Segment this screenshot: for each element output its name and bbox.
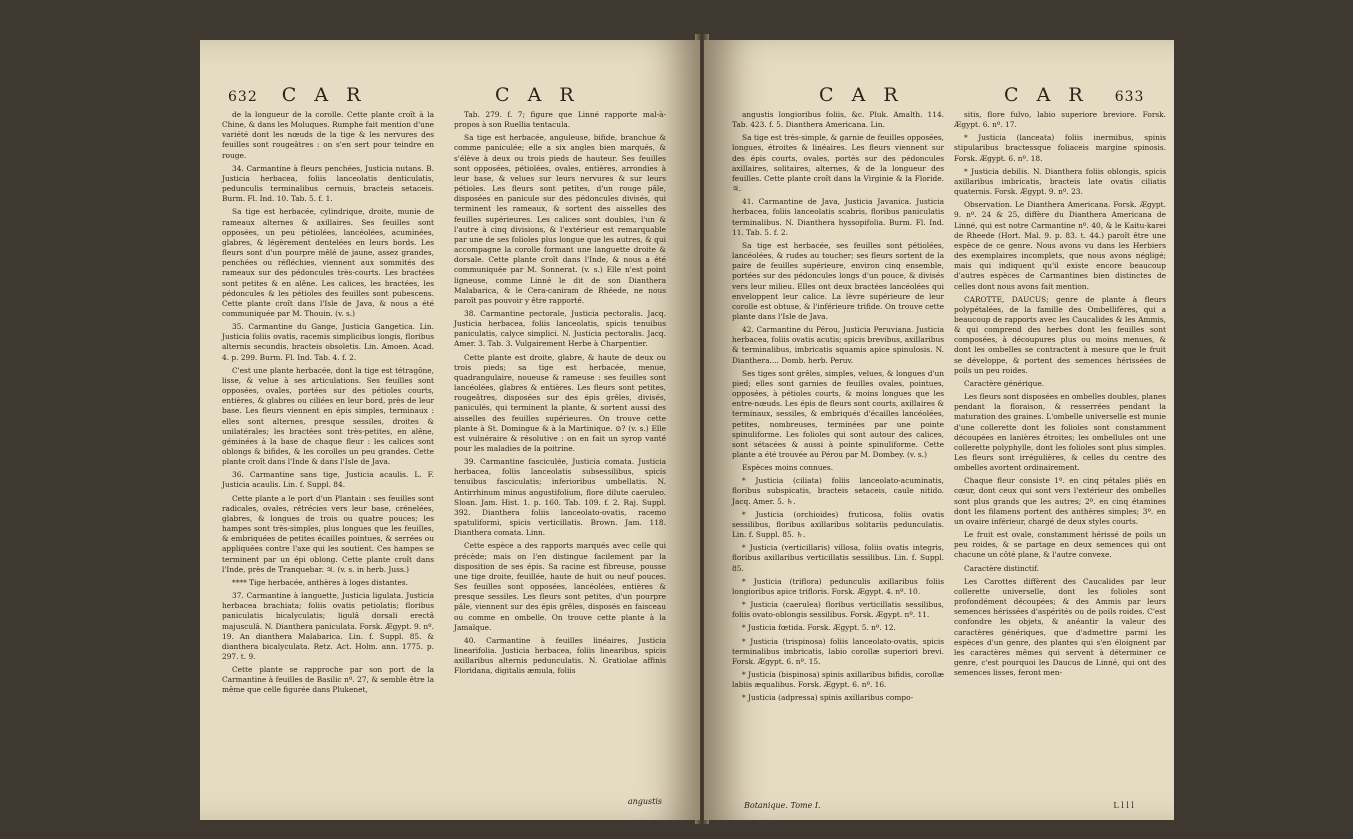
paragraph: Sa tige est très-simple, & garnie de feuilles opposées, longues, étroites & linéaires. Les fleurs viennent sur des épis courts, ovales, portés sur des pédoncules axillaires, solitaires, alternes, & de la longueur des feuilles. Cette plante croît dans la Virginie & la Floride. ♃.: [732, 133, 945, 194]
paragraph: Ses tiges sont grêles, simples, velues, & longues d'un pied; elles sont garnies de feuilles ovales, pointues, opposées, à pétioles courts, & moins longues que les entre-nœuds. Les épis de fleurs sont courts, axillaires & terminaux, sessiles, & embriqués d'écailles lancéolées, petites, nombreuses, terminées par une pointe spinuliforme. Les folioles qui sont autour des calices, sont sétacées & aussi à pointe spinuliforme. Cette plante a été trouvée au Pérou par M. Dombey. (v. s.): [732, 368, 944, 459]
paragraph: * Justicia fœtida. Forsk. Ægypt. 5. nº. 12.: [742, 623, 896, 633]
paragraph: Sa tige est herbacée, ses feuilles sont pétiolées, lancéolées, & rudes au toucher; ses fleurs sortent de la paire de feuilles supérieure, environ cinq ensemble, portées sur des pédoncules longs d'un pouce, & divisés vers leur milieu. Elles ont deux bractées lancéolées qui enveloppent leur calice. La lèvre supérieure de leur corolle est obtuse, & l'inférieure trifide. On trouve cette plante dans l'Isle de Java.: [732, 240, 944, 321]
paragraph: CAROTTE, DAUCUS; genre de plante à fleurs polypétalées, de la famille des Ombellifères, qui a beaucoup de rapports avec les Caucalides & les Ammis, & qui comprend des herbes dont les feuilles sont composées, à découpures plus ou moins menues, & dont les ombelles se contractent à mesure que le fruit se développe, & portent des semences hérissées de poils un peu roides.: [954, 294, 1166, 375]
left-running-head: C A R: [281, 84, 367, 106]
paragraph: 37. Carmantine à languette, Justicia ligulata. Justicia herbacea brachiata; foliis ovatis petiolatis; floribus paniculatis bicalyculatis; ligulâ dorsali erectâ majusculâ. N. Dianthera paniculata. Forsk. Ægypt. 9. nº. 19. An dianthera Malabarica. Lin. f. Suppl. 85. & dianthera bicalyculata. Retz. Act. Holm. ann. 1775. p. 297. t. 9.: [222, 591, 434, 661]
right-running-head-right: C A R: [1004, 84, 1089, 106]
paragraph: Observation. Le Dianthera Americana. Forsk. Ægypt. 9. nº. 24 & 25, diffère du Dianthera Americana de Linné, qui est notre Carmantine nº. 40, & le Kaitu-karei de Rheede (Hort. Mal. 9. p. 83. t. 44.) paroît être une espèce de ce genre. Nous avons vu dans les Herbiers des exemplaires incomplets, que nous avons négligé; mais qui indiquent qu'il existe encore beaucoup d'autres espèces de Carmantines bien distinctes de celles dont nous avons fait mention.: [954, 200, 1166, 291]
paragraph: 42. Carmantine du Pérou, Justicia Peruviana. Justicia herbacea, foliis ovatis acutis; spicis brevibus, axillaribus & terminalibus, imbricatis squamis apice spinulosis. N. Dianthera.... Domb. herb. Peruv.: [732, 325, 944, 365]
paragraph: 35. Carmantine du Gange, Justicia Gangetica. Lin. Justicia foliis ovatis, racemis simplicibus longis, floribus alternis secundis, bracteis obsoletis. Lin. Amoen. Acad. 4. p. 299. Burm. Fl. Ind. Tab. 4. f. 2.: [222, 322, 434, 362]
paragraph: * Justicia (ciliata) foliis lanceolato-acuminatis, floribus subspicatis, bracteis setaceis, caule nitido. Jacq. Amer. 5. ♄.: [732, 476, 944, 506]
paragraph: 36. Carmantine sans tige, Justicia acaulis. L. F. Justicia acaulis. Lin. f. Suppl. 84.: [222, 470, 434, 490]
paragraph: Cette espèce a des rapports marqués avec celle qui précède; mais on l'en distingue facilement par la disposition de ses épis. Sa racine est fibreuse, pousse une tige droite, feuillée, haute de huit ou neuf pouces. Ses feuilles sont opposées, lancéolées, entières & presque sessiles. Les fleurs sont petites, d'un pourpre pâle, viennent sur des épis grêles, disposés en faisceau ou comme en ombelle. On trouve cette plante à la Jamaïque.: [454, 541, 666, 632]
left-page: [200, 40, 700, 820]
left-column-2: [454, 110, 666, 679]
paragraph: * Justicia (orchioides) fruticosa, foliis ovatis sessilibus, floribus axillaribus solitariis pedunculatis. Lin. f. Suppl. 85. ♄.: [732, 509, 944, 540]
paragraph: * Justicia (trispinosa) foliis lanceolato-ovatis, spicis terminalibus imbricatis, labio corollæ superiori brevi. Forsk. Ægypt. 6. nº. 15.: [732, 636, 944, 666]
signature-mark: L l l l: [1113, 801, 1134, 810]
paragraph: **** Tige herbacée, anthères à loges distantes.: [232, 577, 408, 587]
paragraph: Cette plante se rapproche par son port de la Carmantine à feuilles de Basilic nº. 27, & semble être la même que celle figurée dans Plukenet,: [222, 665, 434, 695]
left-page-header: [228, 84, 366, 106]
paragraph: Cette plante est droite, glabre, & haute de deux ou trois pieds; sa tige est herbacée, menue, quadrangulaire, noueuse & rameuse : ses feuilles sont lancéolées, glabres & entières. Les fleurs sont petites, rougeâtres, disposées sur des épis grêles, divisés, paniculés, qui terminent la plante, & sortent aussi des aisselles des feuilles supérieures. On trouve cette plante à St. Domingue & à la Martinique. ⊙? (v. s.) Elle est vulnéraire & résolutive : on en fait un syrop vanté pour les maladies de la poitrine.: [454, 352, 666, 453]
right-page-header: [1004, 84, 1144, 106]
right-column-2: [954, 110, 1166, 681]
paragraph: * Justicia (triflora) pedunculis axillaribus foliis longioribus apice trifloris. Forsk. Ægypt. 4. nº. 10.: [732, 576, 944, 596]
paragraph: angustis longioribus foliis, &c. Pluk. Amalth. 114. Tab. 423. f. 5. Dianthera Americana. Lin.: [732, 110, 944, 130]
paragraph: Espèces moins connues.: [742, 463, 834, 473]
paragraph: 34. Carmantine à fleurs penchées, Justicia nutans. B. Justicia herbacea, foliis lanceolatis denticulatis, pedunculis terminalibus cernuis, bracteis setaceis. Burm. Fl. Ind. 10. Tab. 5. f. 1.: [222, 163, 434, 204]
paragraph: * Justicia (bispinosa) spinis axillaribus bifidis, corollæ labiis æqualibus. Forsk. Ægypt. 6. nº. 16.: [732, 669, 944, 690]
paragraph: 38. Carmantine pectorale, Justicia pectoralis. Jacq. Justicia herbacea, foliis lanceolatis, spicis tenuibus paniculatis, calyce simplici. N. Justicia pectoralis. Jacq. Amer. 3. Tab. 3. Vulgairement Herbe à Charpentier.: [454, 308, 666, 349]
right-running-head: C A R: [819, 84, 904, 106]
paragraph: Les Carottes diffèrent des Caucalides par leur collerette universelle, dont les folioles sont profondément découpées; & des Ammis par leurs semences hérissées d'aspérités ou de poils roides. C'est confondre les objets, & anéantir la valeur des caractères génériques, que d'admettre parmi les espèces d'un genre, des plantes qui s'en éloignent par les caractères mêmes qui servent à déterminer ce genre, c'est pourquoi les Daucus de Linné, qui ont des semences lisses, feront men-: [954, 576, 1166, 678]
paragraph: Cette plante a le port d'un Plantain : ses feuilles sont radicales, ovales, rétrécies vers leur base, crénelées, glabres, & longues de trois ou quatre pouces; les hampes sont très-simples, plus longues que les feuilles, & embriquées de petites écailles pointues, & serrées ou appliquées contre l'axe qui les soutient. Ces hampes se terminent par un épi oblong. Cette plante croît dans l'Inde, près de Tranquebar. ♃. (v. s. in herb. Juss.): [222, 493, 434, 574]
paragraph: de la longueur de la corolle. Cette plante croît à la Chine, & dans les Moluques. Rumphe fait mention d'une variété dont les nœuds de la tige & les nervures des feuilles sont rougeâtres : on s'en sert pour teindre en rouge.: [222, 110, 435, 160]
paragraph: 39. Carmantine fasciculée, Justicia comata. Justicia herbacea, foliis lanceolatis subsessilibus, spicis tenuibus fasciculatis; inferioribus umbellatis. N. Antirrhinum minus angustifolium, flore dilute caeruleo. Sloan. Jam. Hist. 1. p. 160. Tab. 109. f. 2. Raj. Suppl. 392. Dianthera foliis lanceolato-ovatis, racemo spatuliformi, spicis verticillatis. Brown. Jam. 118. Dianthera comata. Linn.: [454, 457, 666, 538]
paragraph: * Justicia (adpressa) spinis axillaribus compo-: [742, 693, 914, 703]
left-catchword: angustis: [627, 797, 662, 806]
paragraph: 41. Carmantine de Java, Justicia Javanica. Justicia herbacea, foliis lanceolatis scabris, floribus paniculatis terminalibus. N. Dianthera hyssopifolia. Burm. Fl. Ind. 11. Tab. 5. f. 2.: [732, 197, 944, 237]
paragraph: * Justicia (verticillaris) villosa, foliis ovatis integris, floribus axillaribus verticillatis sessilibus. Lin. f. Suppl. 85.: [732, 543, 944, 573]
paragraph: Caractère distinctif.: [964, 563, 1040, 573]
right-column-1: [732, 110, 944, 706]
paragraph: C'est une plante herbacée, dont la tige est tétragône, lisse, & velue à ses articulations. Ses feuilles sont opposées, ovales, portées sur des pétioles courts, entières, & glabres ou ciliées en leur bord, près de leur base. Les fleurs viennent en épis simples, terminaux : elles sont alternes, presque sessiles, droites & unilatérales; les bractées sont très-petites, en alêne, géminées à la base de chaque fleur : les calices sont oblongs & bifides, & les corolles un peu grandes. Cette plante croît dans l'Inde & dans l'Isle de Java.: [222, 365, 434, 467]
paragraph: Le fruit est ovale, constamment hérissé de poils un peu roides, & se partage en deux semences qui ont chacune un côté plane, & l'autre convexe.: [954, 530, 1166, 560]
paragraph: Sa tige est herbacée, cylindrique, droite, munie de rameaux alternes & axillaires. Ses feuilles sont opposées, un peu pétiolées, lancéolées, acuminées, glabres, & légèrement dentelées en leurs bords. Les fleurs sont d'un pourpre mêlé de jaune, assez grandes, penchées ou réfléchies, viennent aux sommités des rameaux sur des pédoncules très-courts. Les bractées sont petites & en alêne. Les calices, les bractées, les pédoncules & les pétioles des feuilles sont pubescens. Cette plante croît dans l'Isle de Java, & nous a été communiquée par M. Thouin. (v. s.): [222, 207, 434, 318]
paragraph: Chaque fleur consiste 1º. en cinq pétales pliés en cœur, dont ceux qui sont vers l'extérieur des ombelles sont plus grands que les autres; 2º. en cinq étamines dont les filamens portent des anthères simples; 3º. en un ovaire inférieur, chargé de deux styles courts.: [954, 476, 1166, 526]
paragraph: Les fleurs sont disposées en ombelles doubles, planes pendant la floraison, & resserrées pendant la maturation des graines. L'ombelle universelle est munie d'une collerette dont les folioles sont constamment découpées en lanières étroites; les ombellules ont une collerette polyphylle, dont les folioles sont plus simples. Les fleurs sont irrégulières, & celles du centre des ombelles avortent ordinairement.: [954, 392, 1166, 473]
left-column-1: [222, 110, 434, 699]
volume-footer: Botanique. Tome I.: [744, 801, 821, 810]
paragraph: * Justicia (caerulea) floribus verticillatis sessilibus, foliis ovato-oblongis sessilibus. Forsk. Ægypt. nº. 11.: [732, 600, 944, 620]
paragraph: Sa tige est herbacée, anguleuse, bifide, branchue & comme paniculée; elle a six angles bien marqués, & s'élève à deux ou trois pieds de hauteur. Ses feuilles sont opposées, pétiolées, ovales, entières, arrondies à leur base, & velues sur leurs nervures & sur leurs pétioles. Les fleurs sont petites, d'un rouge pâle, disposées en panicule sur des pédoncules divisés, qui terminent les rameaux, & sortent des aisselles des feuilles supérieures. Les calices sont doubles, l'un & l'autre à cinq divisions, & l'extérieur est remarquable par une de ses folioles plus longue que les autres, & qui accompagne la corolle formant une languette droite & dorsale. Cette plante croît dans l'Inde, & nous a été communiquée par M. Sonnerat. (v. s.) Elle n'est point ligneuse, comme Linné le dit de son Dianthera Malabarica, & le Cera-caniram de Rhéede, ne nous paroît pas pouvoir y être rapporté.: [454, 133, 666, 305]
paragraph: * Justicia debilis. N. Dianthera foliis oblongis, spicis axillaribus imbricatis, bracteis late ovatis ciliatis quaternis. Forsk. Ægypt. 9. nº. 23.: [954, 166, 1166, 197]
right-page-number: 633: [1114, 89, 1145, 105]
left-page-number: 632: [228, 89, 258, 105]
paragraph: Tab. 279. f. 7; figure que Linné rapporte mal-à-propos à son Ruellia tentacula.: [454, 110, 666, 130]
right-page: [704, 40, 1174, 820]
paragraph: * Justicia (lanceata) foliis inermibus, spinis stipularibus bractessque foliaceis margine spinosis. Forsk. Ægypt. 6. nº. 18.: [954, 133, 1166, 163]
paragraph: Caractère générique.: [964, 378, 1045, 388]
paragraph: sitis, flore fulvo, labio superiore breviore. Forsk. Ægypt. 6. nº. 17.: [954, 110, 1166, 130]
left-running-head-right: C A R: [495, 84, 580, 106]
paragraph: 40. Carmantine à feuilles linéaires, Justicia linearifolia. Justicia herbacea, foliis linearibus, spicis axillaribus alternis pedunculatis. N. Gratiolae affinis Floridana, digitalis æmula, foliis: [454, 635, 666, 676]
